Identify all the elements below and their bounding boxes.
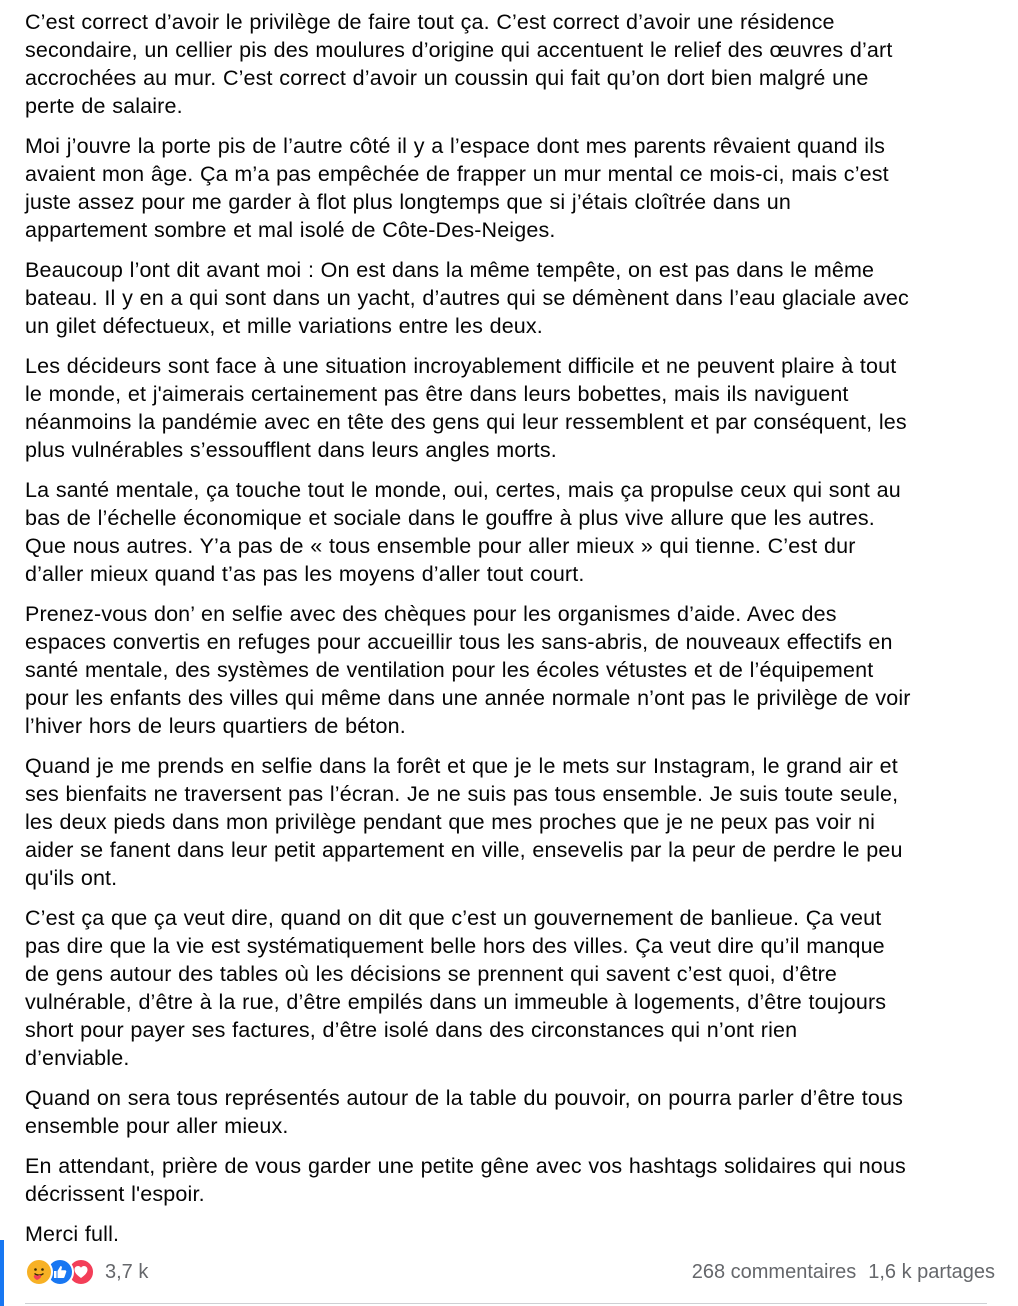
focus-accent-bar (0, 1240, 4, 1306)
post-paragraph: Quand on sera tous représentés autour de la table du pouvoir, on pourra parler d’être tous ensemble pour aller mieux. (25, 1086, 903, 1138)
footer-divider (25, 1303, 987, 1304)
post-paragraph: Merci full. (25, 1222, 120, 1246)
post-paragraph: Les décideurs sont face à une situation incroyablement difficile et ne peuvent plaire à tout le monde, et j'aimerais certainement pas être dans leurs bobettes, mais ils naviguent néanmoins la pandémie avec en tête des gens qui leur ressemblent et par conséquent, les plus vulnérables s’essoufflent dans leurs angles morts. (25, 354, 907, 462)
comments-count-link[interactable]: 268 commentaires (691, 1260, 857, 1283)
post-stats (692, 1254, 995, 1290)
post-text (25, 8, 993, 1260)
reaction-count: 3,7 k (105, 1260, 149, 1283)
reactions-summary[interactable] (25, 1254, 148, 1290)
post-paragraph: La santé mentale, ça touche tout le monde, oui, certes, mais ça propulse ceux qui sont au bas de l’échelle économique et sociale dans le gouffre à plus vive allure que les autres. Que nous autres. Y’a pas de « tous ensemble pour aller mieux » qui tienne. C’est dur d’aller mieux quand t’as pas les moyens d’aller tout court. (25, 478, 901, 586)
post-paragraph: En attendant, prière de vous garder une petite gêne avec vos hashtags solidaires qui nous décrissent l'espoir. (25, 1154, 906, 1206)
post-paragraph: C’est correct d’avoir le privilège de faire tout ça. C’est correct d’avoir une résidence secondaire, un cellier pis des moulures d’origine qui accentuent le relief des œuvres d’art accrochées au mur. C’est correct d’avoir un coussin qui fait qu’on dort bien malgré une perte de salaire. (25, 10, 893, 118)
post-paragraph: Quand je me prends en selfie dans la forêt et que je le mets sur Instagram, le grand air et ses bienfaits ne traversent pas l’écran. Je ne suis pas tous ensemble. Je suis toute seule, les deux pieds dans mon privilège pendant que mes proches que je ne peux pas voir ni aider se fanent dans leur petit appartement en ville, ensevelis par la peur de perdre le peu qu'ils ont. (25, 754, 903, 890)
post-paragraph: Beaucoup l’ont dit avant moi : On est dans la même tempête, on est pas dans le même bateau. Il y en a qui sont dans un yacht, d’autres qui se démènent dans l’eau glaciale avec un gilet défectueux, et mille variations entre les deux. (25, 258, 909, 338)
care-icon (25, 1258, 53, 1286)
post-paragraph: Moi j’ouvre la porte pis de l’autre côté il y a l’espace dont mes parents rêvaient quand ils avaient mon âge. Ça m’a pas empêchée de frapper un mur mental ce mois-ci, mais c’est juste assez pour me garder à flot plus longtemps que si j’étais cloîtrée dans un appartement sombre et mal isolé de Côte-Des-Neiges. (25, 134, 889, 242)
shares-count-link[interactable]: 1,6 k partages (868, 1260, 995, 1283)
post-paragraph: Prenez-vous don’ en selfie avec des chèques pour les organismes d’aide. Avec des espaces convertis en refuges pour accueillir tous les sans-abris, de nouveaux effectifs en santé mentale, des systèmes de ventilation pour les écoles vétustes et de l’équipement pour les enfants des villes qui même dans une année normale n’ont pas le privilège de voir l’hiver hors de leurs quartiers de béton. (25, 602, 911, 738)
post-footer (25, 1254, 995, 1290)
post-paragraph: C’est ça que ça veut dire, quand on dit que c’est un gouvernement de banlieue. Ça veut pas dire que la vie est systématiquement belle hors des villes. Ça veut dire qu’il manque de gens autour des tables où les décisions se prennent qui savent c’est quoi, d’être vulnérable, d’être à la rue, d’être empilés dans un immeuble à logements, d’être toujours short pour payer ses factures, d’être isolé dans des circonstances qui n’ont rien d’enviable. (25, 906, 887, 1070)
